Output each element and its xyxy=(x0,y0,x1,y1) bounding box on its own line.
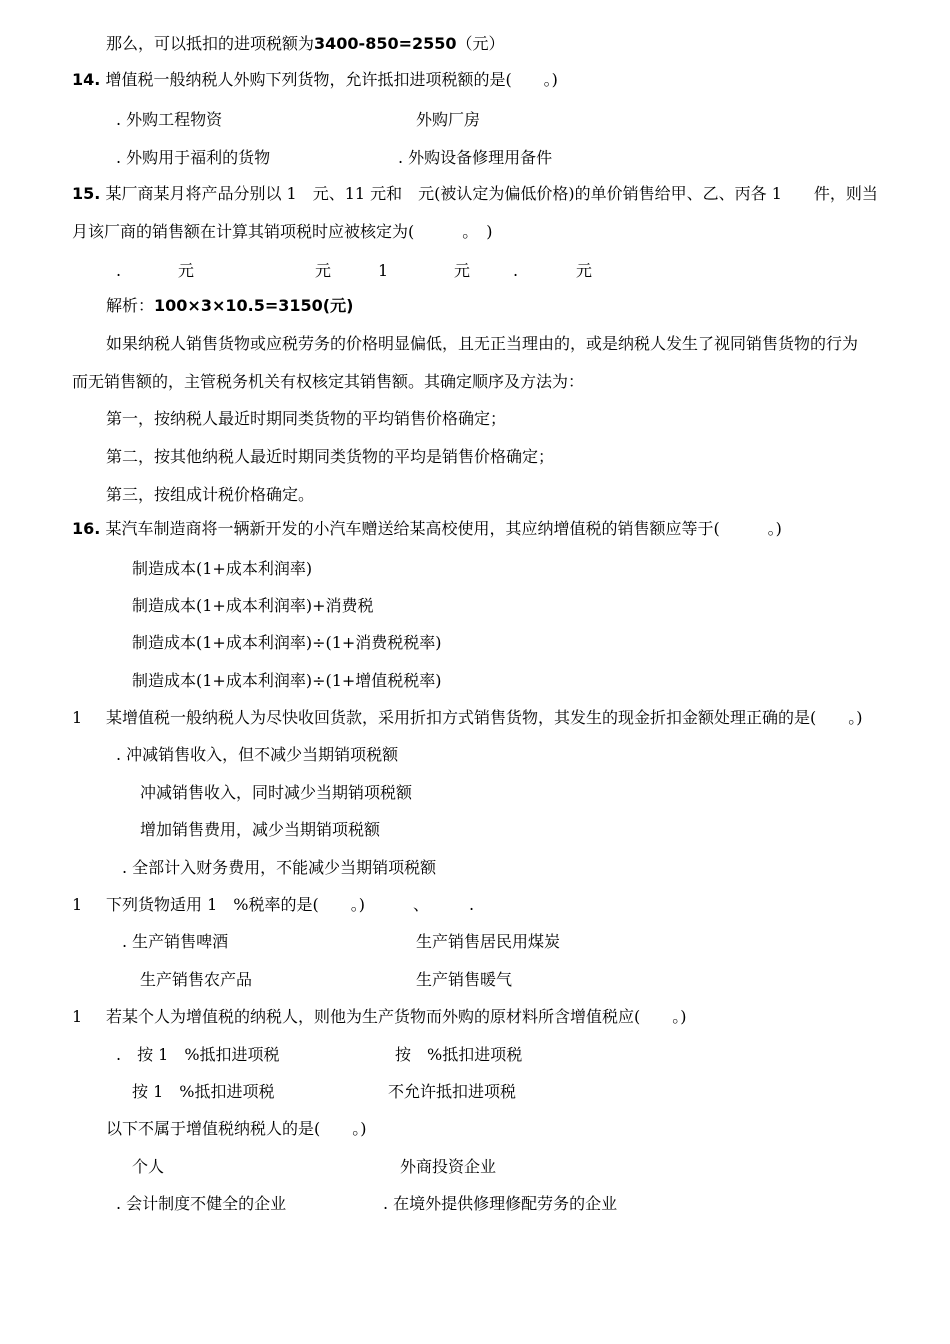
analysis-unit: 元) xyxy=(330,296,354,315)
analysis-label: 解析： xyxy=(106,296,155,315)
option-b: 冲减销售收入，同时减少当期销项税额 xyxy=(140,783,413,802)
paragraph-continued: 而无销售额的，主管税务机关有权核定其销售额。其确定顺序及方法为： xyxy=(72,372,585,391)
paragraph: 第二，按其他纳税人最近时期同类货物的平均是销售价格确定； xyxy=(106,447,555,466)
question-15 xyxy=(72,183,878,205)
option-b: 生产销售居民用煤炭 xyxy=(416,932,561,951)
analysis-line xyxy=(106,295,353,317)
paragraph: 如果纳税人销售货物或应税劳务的价格明显偏低，且无正当理由的，或是纳税人发生了视同销售货物的行为 xyxy=(106,334,859,353)
option-a: . 生产销售啤酒 xyxy=(122,932,229,951)
option-d: 不允许抵扣进项税 xyxy=(388,1082,517,1101)
calc-result-line xyxy=(106,33,505,55)
question-text: 某厂商某月将产品分别以 1 元、11 元和 元(被认定为偏低价格)的单价销售给甲、乙、丙各 1 件，则当 xyxy=(105,184,878,203)
question-18: 下列货物适用 1 %税率的是( 。) 、 . xyxy=(106,895,475,914)
question-number: 16. xyxy=(72,519,101,538)
option-fragment: . xyxy=(116,261,122,280)
option-c: 制造成本(1+成本利润率)÷(1+消费税税率) xyxy=(132,633,442,652)
option-fragment: 元 xyxy=(576,261,593,280)
paragraph: 第一，按纳税人最近时期同类货物的平均销售价格确定； xyxy=(106,409,507,428)
option-c: 按 1 %抵扣进项税 xyxy=(132,1082,275,1101)
option-fragment: 元 xyxy=(454,261,471,280)
option-c: . 会计制度不健全的企业 xyxy=(116,1194,287,1213)
question-19: 若某个人为增值税的纳税人，则他为生产货物而外购的原材料所含增值税应( 。) xyxy=(106,1007,687,1026)
option-d: . 外购设备修理用备件 xyxy=(398,148,553,167)
question-text: 某汽车制造商将一辆新开发的小汽车赠送给某高校使用，其应纳增值税的销售额应等于( 。) xyxy=(105,519,782,538)
option-a: . 冲减销售收入，但不减少当期销项税额 xyxy=(116,745,399,764)
option-b: 按 %抵扣进项税 xyxy=(395,1045,523,1064)
paragraph: 第三，按组成计税价格确定。 xyxy=(106,485,315,504)
question-14 xyxy=(72,69,558,91)
question-18-number: 1 xyxy=(72,895,83,914)
option-c: 生产销售农产品 xyxy=(140,970,253,989)
question-text: 增值税一般纳税人外购下列货物，允许抵扣进项税额的是( 。) xyxy=(105,70,558,89)
option-a: 制造成本(1+成本利润率) xyxy=(132,559,313,578)
option-fragment: 1 xyxy=(378,261,389,280)
option-a: . 外购工程物资 xyxy=(116,110,223,129)
option-b: 外购厂房 xyxy=(416,110,481,129)
option-fragment: 元 xyxy=(178,261,195,280)
option-c: 增加销售费用，减少当期销项税额 xyxy=(140,820,381,839)
option-b: 外商投资企业 xyxy=(400,1157,497,1176)
option-c: . 外购用于福利的货物 xyxy=(116,148,271,167)
question-number: 14. xyxy=(72,70,101,89)
question-17: 某增值税一般纳税人为尽快收回货款，采用折扣方式销售货物，其发生的现金折扣金额处理正确的是( 。) xyxy=(106,708,863,727)
question-19-number: 1 xyxy=(72,1007,83,1026)
option-a: 个人 xyxy=(132,1157,165,1176)
option-fragment: . xyxy=(513,261,519,280)
analysis-formula: 100×3×10.5=3150( xyxy=(154,296,331,315)
calc-unit: （元） xyxy=(456,34,505,53)
option-d: . 全部计入财务费用，不能减少当期销项税额 xyxy=(122,858,437,877)
option-fragment: 元 xyxy=(315,261,332,280)
question-20: 以下不属于增值税纳税人的是( 。) xyxy=(106,1119,367,1138)
question-15-continued: 月该厂商的销售额在计算其销项税时应被核定为( 。 ) xyxy=(72,222,493,241)
option-d: 生产销售暖气 xyxy=(416,970,513,989)
option-b: 制造成本(1+成本利润率)+消费税 xyxy=(132,596,374,615)
calc-formula: 3400-850=2550 xyxy=(314,34,457,53)
question-number: 15. xyxy=(72,184,101,203)
question-16 xyxy=(72,518,782,540)
calc-text: 那么，可以抵扣的进项税额为 xyxy=(106,34,315,53)
option-d: . 在境外提供修理修配劳务的企业 xyxy=(383,1194,618,1213)
option-a: . 按 1 %抵扣进项税 xyxy=(116,1045,280,1064)
question-17-number: 1 xyxy=(72,708,83,727)
option-d: 制造成本(1+成本利润率)÷(1+增值税税率) xyxy=(132,671,442,690)
